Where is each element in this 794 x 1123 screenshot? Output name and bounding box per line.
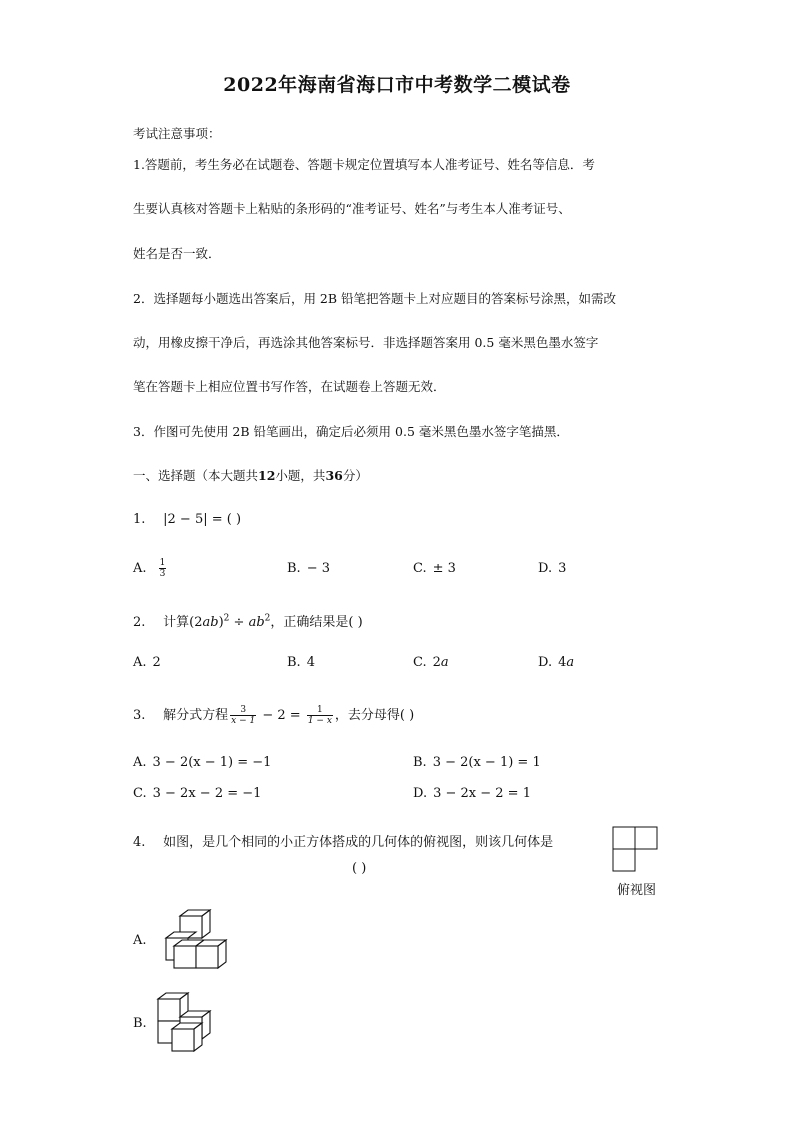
section-heading xyxy=(133,466,368,484)
q4-option-b-figure[interactable] xyxy=(156,991,214,1053)
exam-title: 2022年海南省海口市中考数学二模试卷 xyxy=(223,74,571,96)
question-1-number: 1. xyxy=(133,512,146,527)
q2-option-d[interactable]: D. 4a xyxy=(538,655,575,670)
q3-option-c[interactable]: C. 3 − 2x − 2 = −1 xyxy=(133,786,262,801)
notice-heading: 考试注意事项： xyxy=(133,126,221,141)
question-4 xyxy=(133,831,553,850)
question-3-middle: − 2 = xyxy=(258,708,305,723)
notice-line-6: 笔在答题卡上相应位置书写作答，在试题卷上答题无效． xyxy=(133,379,446,394)
question-3-suffix: ，去分母得( ) xyxy=(334,708,415,723)
notice-line-3: 姓名是否一致． xyxy=(133,246,221,261)
top-view-caption: 俯视图 xyxy=(617,883,657,898)
question-2 xyxy=(133,611,363,630)
q1-option-d[interactable]: D. 3 xyxy=(538,561,567,576)
notice-line-4: 2．选择题每小题选出答案后，用 2B 铅笔把答题卡上对应题目的答案标号涂黑，如需改 xyxy=(133,291,617,306)
question-3 xyxy=(133,704,414,726)
question-2-prefix: 计算 xyxy=(163,615,190,630)
question-3-prefix: 解分式方程 xyxy=(163,708,229,723)
question-4-stem: 如图，是几个相同的小正方体搭成的几何体的俯视图，则该几何体是 xyxy=(163,835,554,850)
q1-option-a[interactable]: A. $\frac{1}{3}$ xyxy=(133,558,166,579)
q3-option-a[interactable]: A. 3 − 2(x − 1) = −1 xyxy=(133,755,272,770)
q4-option-a-figure[interactable] xyxy=(158,908,230,970)
q2-option-a[interactable]: A. 2 xyxy=(133,655,161,670)
question-1-stem: |2 − 5| = ( ) xyxy=(163,512,242,527)
q1-option-c[interactable]: C. ± 3 xyxy=(413,561,456,576)
q3-option-d[interactable]: D. 3 − 2x − 2 = 1 xyxy=(413,786,531,801)
q3-option-b[interactable]: B. 3 − 2(x − 1) = 1 xyxy=(413,755,541,770)
section-score: 36 xyxy=(325,468,343,483)
q1-option-a-fraction: $\frac{1}{3}$ xyxy=(159,558,166,579)
question-4-number: 4. xyxy=(133,835,146,850)
question-3-fraction-2: $\frac{1}{1 - x}$ xyxy=(307,705,332,726)
notice-line-5: 动，用橡皮擦干净后，再选涂其他答案标号．非选择题答案用 0.5 毫米黑色墨水签字 xyxy=(133,335,599,350)
question-1 xyxy=(133,512,241,527)
q4-option-b[interactable]: B. xyxy=(133,1016,147,1031)
q1-option-b[interactable]: B. − 3 xyxy=(287,561,330,576)
question-2-suffix: ，正确结果是( ) xyxy=(270,615,363,630)
top-view-figure xyxy=(612,826,660,872)
section-prefix: 一、选择题（本大题共 xyxy=(133,468,259,483)
question-2-expression: $(2ab)^2 \div ab^2$ xyxy=(189,613,271,630)
question-3-number: 3. xyxy=(133,708,146,723)
question-2-number: 2. xyxy=(133,615,146,630)
notice-line-2: 生要认真核对答题卡上粘贴的条形码的“准考证号、姓名”与考生本人准考证号、 xyxy=(133,201,571,216)
notice-line-7: 3．作图可先使用 2B 铅笔画出，确定后必须用 0.5 毫米黑色墨水签字笔描黑． xyxy=(133,424,569,439)
q4-option-a[interactable]: A. xyxy=(133,933,147,948)
question-3-fraction-1: $\frac{3}{x - 1}$ xyxy=(231,705,256,726)
question-4-answer-paren: ( ) xyxy=(352,861,367,876)
q2-option-b[interactable]: B. 4 xyxy=(287,655,315,670)
section-middle: 小题，共 xyxy=(275,468,326,483)
notice-line-1: 1.答题前，考生务必在试题卷、答题卡规定位置填写本人准考证号、姓名等信息．考 xyxy=(133,157,595,172)
q2-option-c[interactable]: C. 2a xyxy=(413,655,449,670)
section-suffix: 分） xyxy=(342,468,368,483)
section-count: 12 xyxy=(258,468,276,483)
